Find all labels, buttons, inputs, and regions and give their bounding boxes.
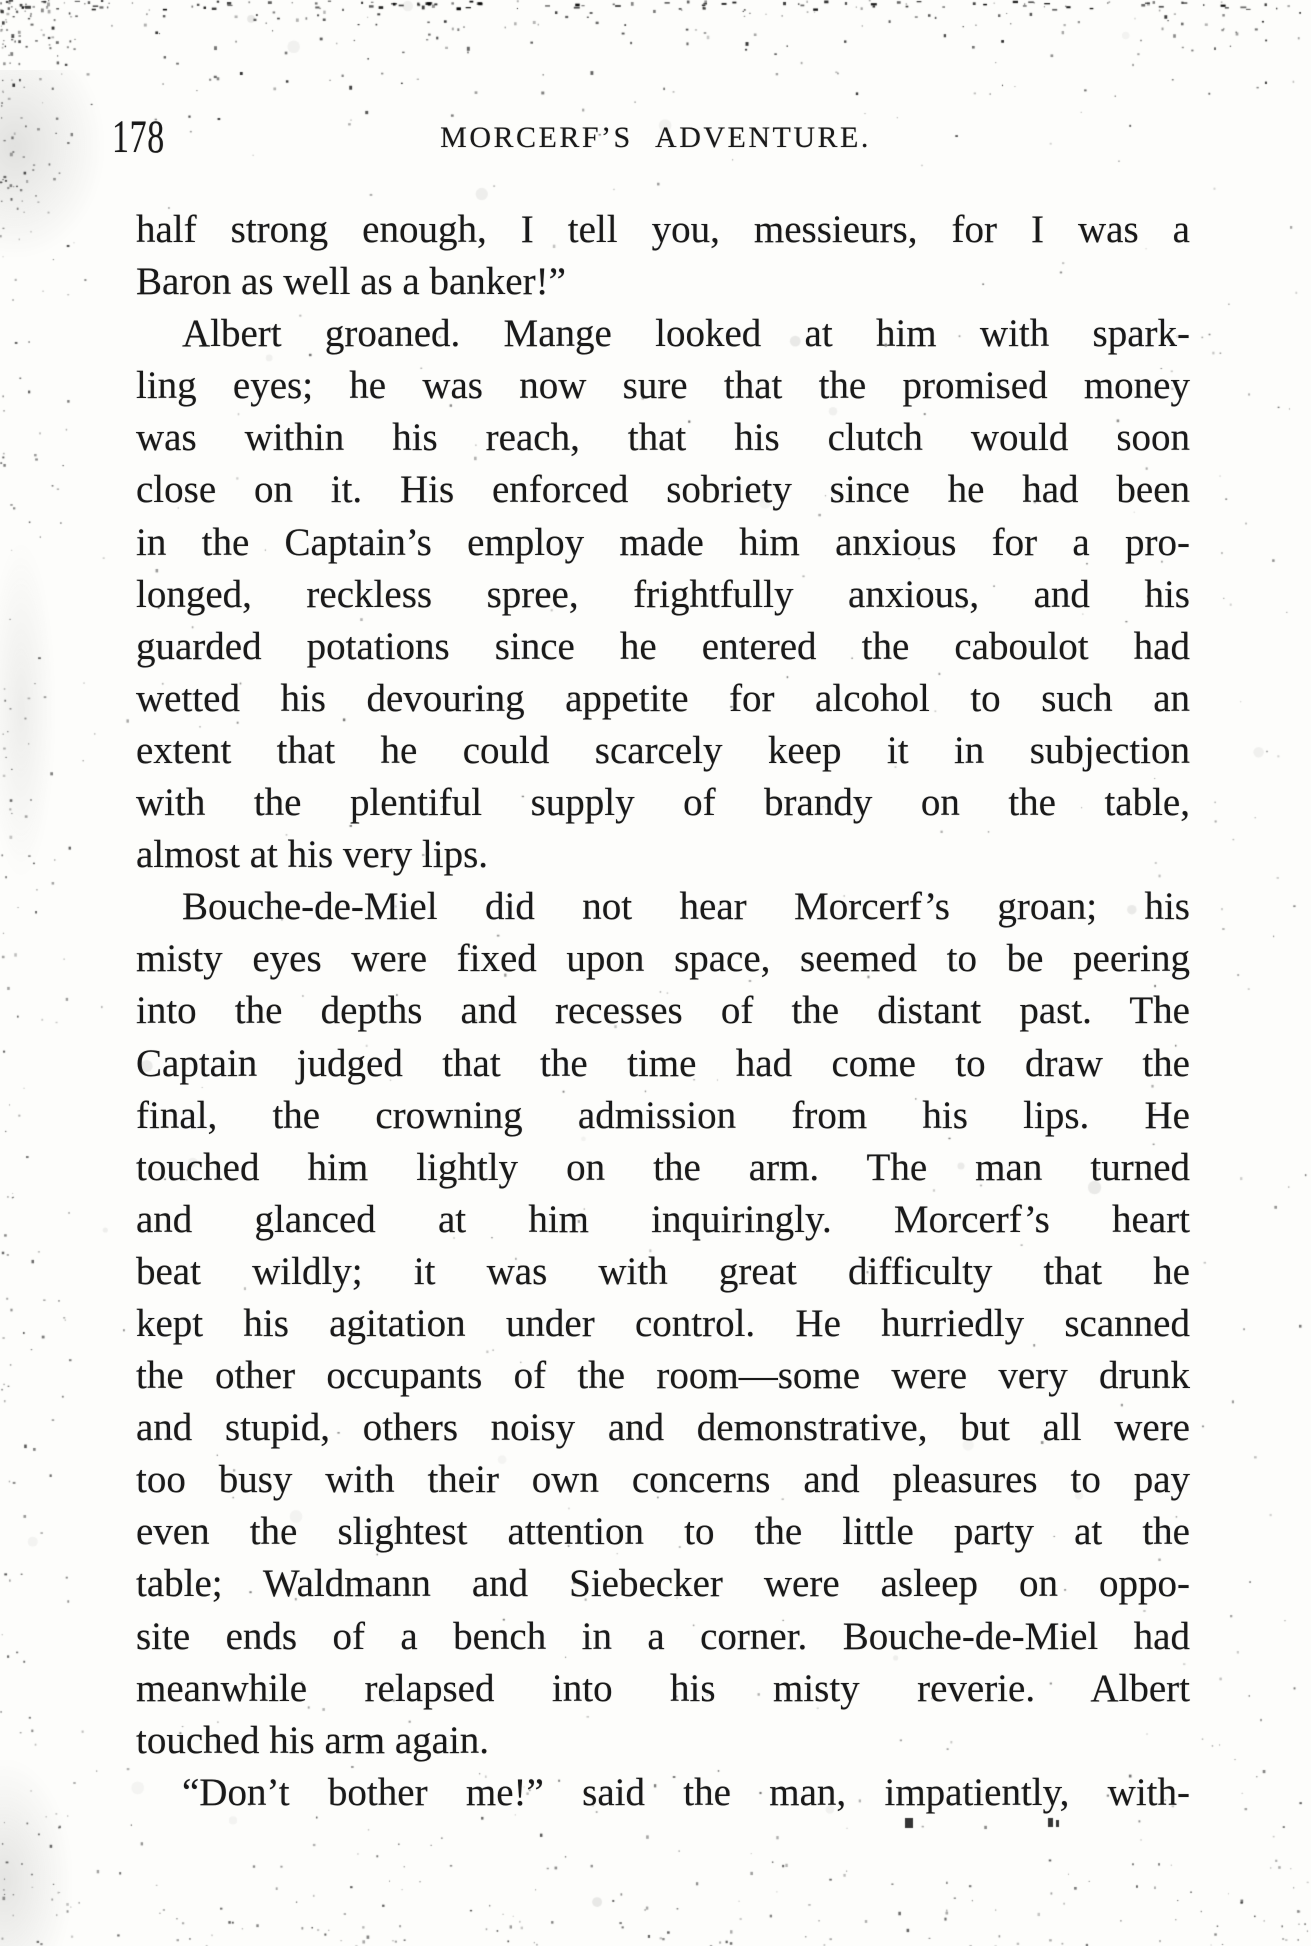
page-header [0, 0, 1311, 180]
paragraph [136, 1767, 1190, 1819]
text-line: was within his reach, that his clutch would soon [136, 416, 1190, 460]
paragraph [136, 308, 1190, 881]
text-line: table; Waldmann and Siebecker were asleep on oppo- [136, 1562, 1190, 1606]
text-line: with the plentiful supply of brandy on the table, [136, 781, 1190, 825]
text-line: ling eyes; he was now sure that the promised money [136, 364, 1190, 408]
scan-smudge [0, 1760, 72, 1946]
text-line: Captain judged that the time had come to draw the [136, 1041, 1190, 1085]
text-line: extent that he could scarcely keep it in subjection [136, 728, 1190, 772]
running-title: MORCERF’S ADVENTURE. [440, 121, 871, 154]
page-number: 178 [112, 111, 165, 163]
text-line: close on it. His enforced sobriety since he had been [136, 468, 1190, 512]
text-line: touched him lightly on the arm. The man turned [136, 1145, 1190, 1189]
text-line: and stupid, others noisy and demonstrative, but all were [136, 1406, 1190, 1450]
text-line: Bouche-de-Miel did not hear Morcerf’s groan; his [182, 885, 1190, 929]
text-line: longed, reckless spree, frightfully anxious, and his [136, 572, 1190, 616]
text-line: meanwhile relapsed into his misty reverie. Albert [136, 1666, 1190, 1710]
text-line: half strong enough, I tell you, messieurs, for I was a [136, 208, 1190, 251]
text-block [136, 204, 1190, 1819]
text-line: kept his agitation under control. He hurriedly scanned [136, 1301, 1190, 1345]
text-line: wetted his devouring appetite for alcohol to such an [136, 676, 1190, 720]
text-line: Albert groaned. Mange looked at him with spark- [182, 312, 1190, 356]
text-line: and glanced at him inquiringly. Morcerf’s heart [136, 1197, 1190, 1241]
paragraph [136, 881, 1190, 1767]
text-line: misty eyes were fixed upon space, seemed to be peering [136, 937, 1190, 981]
text-line: almost at his very lips. [136, 833, 489, 877]
text-line: guarded potations since he entered the caboulot had [136, 624, 1190, 668]
text-line: beat wildly; it was with great difficulty that he [136, 1249, 1190, 1293]
text-line: “Don’t bother me!” said the man, impatiently, with- [182, 1770, 1190, 1814]
text-line: into the depths and recesses of the distant past. The [136, 989, 1190, 1033]
text-line: too busy with their own concerns and pleasures to pay [136, 1458, 1190, 1502]
text-line: in the Captain’s employ made him anxious for a pro- [136, 520, 1190, 564]
text-line: even the slightest attention to the little party at the [136, 1510, 1190, 1554]
text-line: site ends of a bench in a corner. Bouche-de-Miel had [136, 1614, 1190, 1658]
paragraph [136, 204, 1190, 308]
text-line: final, the crowning admission from his lips. He [136, 1093, 1190, 1137]
text-line: touched his arm again. [136, 1718, 490, 1762]
text-line: Baron as well as a banker!” [136, 260, 566, 304]
scan-smudge [0, 540, 56, 880]
text-line: the other occupants of the room—some were very drunk [136, 1354, 1190, 1398]
